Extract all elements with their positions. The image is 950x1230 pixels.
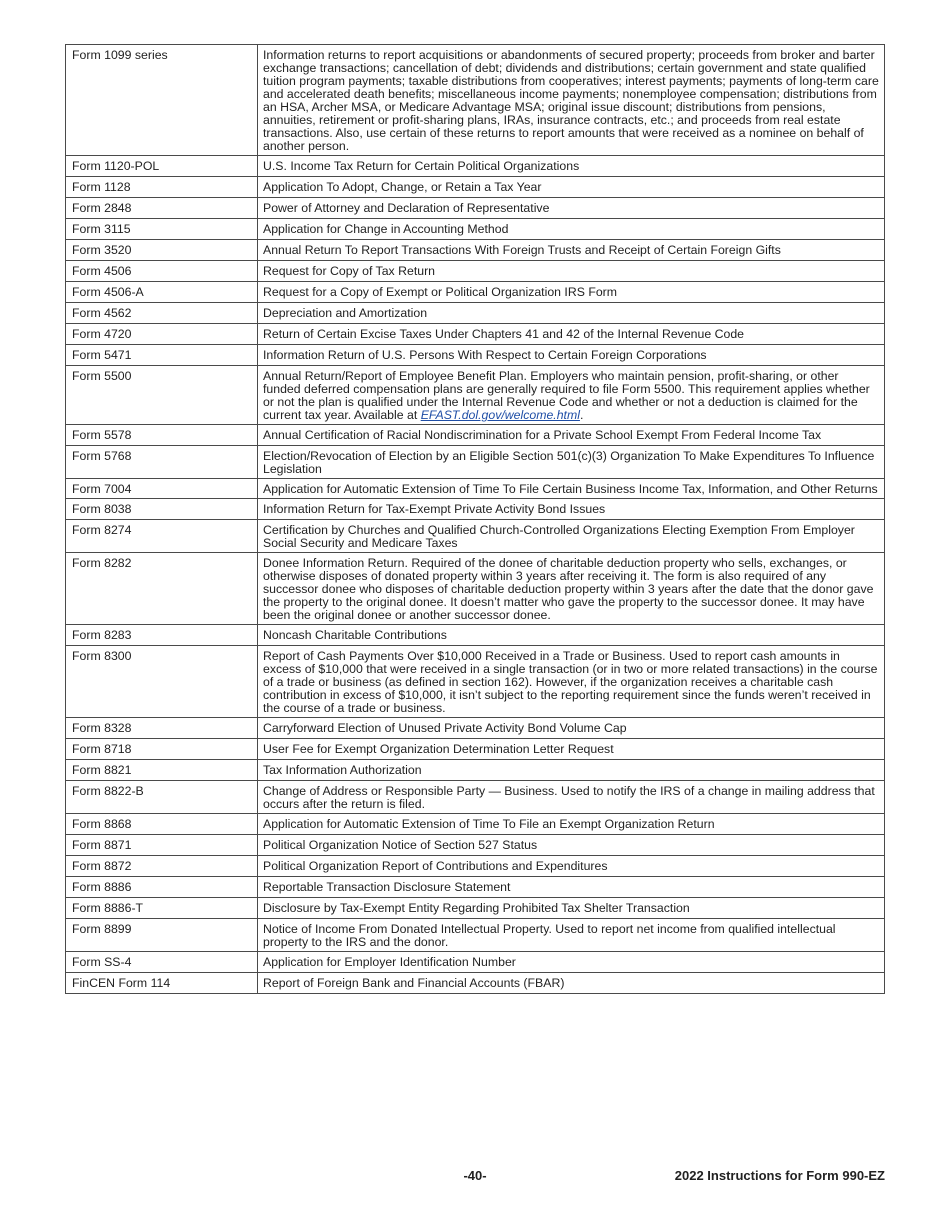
form-description-text: Certification by Churches and Qualified Church-Controlled Organizations Electing Exemption From Employer Social Security and Medicare Taxes xyxy=(263,523,855,550)
form-description-text: Application for Automatic Extension of Time To File an Exempt Organization Return xyxy=(263,817,715,831)
table-row xyxy=(66,303,885,324)
form-description-text: Annual Return/Report of Employee Benefit Plan. Employers who maintain pension, profit-sharing, or other funded deferred compensation plans are generally required to file Form 5500. This requirement applies whether or not the plan is qualified under the Internal Revenue Code and whether or not a deduction is claimed for the current tax year. Available at xyxy=(263,369,870,422)
form-name-cell: Form 8871 xyxy=(66,835,258,856)
form-description-cell xyxy=(258,366,885,425)
table-row xyxy=(66,198,885,219)
form-description-cell xyxy=(258,856,885,877)
form-name-cell: Form 1128 xyxy=(66,177,258,198)
form-description-text: Application for Change in Accounting Method xyxy=(263,222,509,236)
form-name-cell: Form 4562 xyxy=(66,303,258,324)
form-description-text: Notice of Income From Donated Intellectual Property. Used to report net income from qualified intellectual property to the IRS and the donor. xyxy=(263,922,836,949)
form-name-cell: Form 8886 xyxy=(66,877,258,898)
form-description-text: Application for Employer Identification Number xyxy=(263,955,516,969)
form-description-cell xyxy=(258,156,885,177)
form-description-text: Report of Foreign Bank and Financial Accounts (FBAR) xyxy=(263,976,565,990)
form-description-cell xyxy=(258,760,885,781)
form-description-cell xyxy=(258,177,885,198)
form-description-text: Carryforward Election of Unused Private Activity Bond Volume Cap xyxy=(263,721,627,735)
form-name-cell: Form 5578 xyxy=(66,425,258,446)
form-description-cell xyxy=(258,479,885,499)
form-description-cell xyxy=(258,898,885,919)
document-title: 2022 Instructions for Form 990-EZ xyxy=(674,1168,885,1183)
form-description-cell xyxy=(258,835,885,856)
form-name-cell: Form 3520 xyxy=(66,240,258,261)
form-description-cell xyxy=(258,345,885,366)
form-description-text: Information Return for Tax-Exempt Private Activity Bond Issues xyxy=(263,502,606,516)
form-description-cell xyxy=(258,219,885,240)
form-name-cell: Form 5471 xyxy=(66,345,258,366)
form-description-text: Application To Adopt, Change, or Retain a Tax Year xyxy=(263,180,542,194)
form-description-cell xyxy=(258,240,885,261)
table-row xyxy=(66,952,885,973)
form-description-cell xyxy=(258,425,885,446)
table-row xyxy=(66,282,885,303)
form-name-cell: Form 8328 xyxy=(66,718,258,739)
table-row xyxy=(66,898,885,919)
forms-table xyxy=(65,44,885,994)
table-row xyxy=(66,240,885,261)
form-description-cell xyxy=(258,625,885,646)
form-name-cell: FinCEN Form 114 xyxy=(66,973,258,994)
form-description-text: Election/Revocation of Election by an Eligible Section 501(c)(3) Organization To Make Expenditures To Influence Legislation xyxy=(263,449,875,476)
form-description-cell xyxy=(258,739,885,760)
form-description-text: Annual Return To Report Transactions With Foreign Trusts and Receipt of Certain Foreign Gifts xyxy=(263,243,781,257)
form-description-cell xyxy=(258,877,885,898)
form-description-text: Request for a Copy of Exempt or Political Organization IRS Form xyxy=(263,285,618,299)
table-row xyxy=(66,324,885,345)
form-description-text: Donee Information Return. Required of the donee of charitable deduction property who sells, exchanges, or otherwise disposes of donated property within 3 years after receiving it. The form is also required of any successor donee who disposes of charitable deduction property within 3 years after the date that the donor gave the property to the original donee. It doesn’t matter who gave the property to the successor donee. It may have been the original donee or another successor donee. xyxy=(263,556,874,622)
form-description-cell xyxy=(258,261,885,282)
table-row xyxy=(66,425,885,446)
form-description-text: Power of Attorney and Declaration of Representative xyxy=(263,201,550,215)
form-description-cell xyxy=(258,324,885,345)
form-name-cell: Form 7004 xyxy=(66,479,258,499)
table-row xyxy=(66,499,885,520)
table-row xyxy=(66,814,885,835)
form-description-text: Disclosure by Tax-Exempt Entity Regarding Prohibited Tax Shelter Transaction xyxy=(263,901,690,915)
table-row xyxy=(66,177,885,198)
form-name-cell: Form 8038 xyxy=(66,499,258,520)
form-description-text: Tax Information Authorization xyxy=(263,763,422,777)
form-name-cell: Form SS-4 xyxy=(66,952,258,973)
table-row xyxy=(66,760,885,781)
form-name-cell: Form 8868 xyxy=(66,814,258,835)
form-description-cell xyxy=(258,198,885,219)
form-description-text: Depreciation and Amortization xyxy=(263,306,428,320)
table-row xyxy=(66,156,885,177)
form-name-cell: Form 3115 xyxy=(66,219,258,240)
form-description-cell xyxy=(258,446,885,479)
form-description-text: Report of Cash Payments Over $10,000 Received in a Trade or Business. Used to report cash amounts in excess of $10,000 that were received in a single transaction (or in two or more related transactions) in the course of a trade or business (as defined in section 162). However, if the organization receives a charitable cash contribution in excess of $10,000, it isn’t subject to the reporting requirement since the funds weren’t received in the course of a trade or business. xyxy=(263,649,878,715)
form-description-text: Change of Address or Responsible Party — Business. Used to notify the IRS of a change in mailing address that occurs after the return is filed. xyxy=(263,784,875,811)
form-name-cell: Form 8822-B xyxy=(66,781,258,814)
form-name-cell: Form 8718 xyxy=(66,739,258,760)
efast-link[interactable]: EFAST.dol.gov/welcome.html xyxy=(420,408,580,422)
form-name-cell: Form 8283 xyxy=(66,625,258,646)
form-name-cell: Form 1099 series xyxy=(66,45,258,156)
table-row xyxy=(66,261,885,282)
form-description-text: Political Organization Report of Contributions and Expenditures xyxy=(263,859,608,873)
form-name-cell: Form 8886-T xyxy=(66,898,258,919)
table-row xyxy=(66,781,885,814)
table-row xyxy=(66,479,885,499)
form-description-text: Political Organization Notice of Section 527 Status xyxy=(263,838,538,852)
form-name-cell: Form 8300 xyxy=(66,646,258,718)
form-description-text: Request for Copy of Tax Return xyxy=(263,264,436,278)
form-description-cell xyxy=(258,499,885,520)
forms-table-body xyxy=(66,45,885,994)
form-description-cell xyxy=(258,282,885,303)
form-description-text: Reportable Transaction Disclosure Statement xyxy=(263,880,511,894)
form-name-cell: Form 5768 xyxy=(66,446,258,479)
trailing-punctuation: . xyxy=(579,408,584,422)
table-row xyxy=(66,345,885,366)
table-row xyxy=(66,45,885,156)
form-description-text: Return of Certain Excise Taxes Under Chapters 41 and 42 of the Internal Revenue Code xyxy=(263,327,745,341)
table-row xyxy=(66,856,885,877)
form-description-text: Noncash Charitable Contributions xyxy=(263,628,447,642)
form-description-text: Information returns to report acquisitions or abandonments of secured property; proceeds from broker and barter exchange transactions; cancellation of debt; dividends and distributions; certain government and state qualified tuition program payments; taxable distributions from cooperatives; interest payments; payments of long-term care and accelerated death benefits; miscellaneous income payments; nonemployee compensation; distributions from an HSA, Archer MSA, or Medicare Advantage MSA; original issue discount; distributions from pensions, annuities, retirement or profit-sharing plans, IRAs, insurance contracts, etc.; and proceeds from real estate transactions. Also, use certain of these returns to report amounts that were received as a nominee on behalf of another person. xyxy=(263,48,879,153)
table-row xyxy=(66,520,885,553)
form-name-cell: Form 8282 xyxy=(66,553,258,625)
table-row xyxy=(66,919,885,952)
table-row xyxy=(66,877,885,898)
table-row xyxy=(66,973,885,994)
form-name-cell: Form 4506-A xyxy=(66,282,258,303)
form-name-cell: Form 8274 xyxy=(66,520,258,553)
form-description-cell xyxy=(258,781,885,814)
form-description-cell xyxy=(258,646,885,718)
form-description-text: Application for Automatic Extension of Time To File Certain Business Income Tax, Information, and Other Returns xyxy=(263,482,878,496)
form-description-cell xyxy=(258,973,885,994)
table-row xyxy=(66,366,885,425)
form-name-cell: Form 1120-POL xyxy=(66,156,258,177)
form-description-cell xyxy=(258,718,885,739)
form-description-text: U.S. Income Tax Return for Certain Political Organizations xyxy=(263,159,580,173)
form-name-cell: Form 2848 xyxy=(66,198,258,219)
table-row xyxy=(66,625,885,646)
form-name-cell: Form 4720 xyxy=(66,324,258,345)
form-description-cell xyxy=(258,553,885,625)
form-description-cell xyxy=(258,919,885,952)
table-row xyxy=(66,646,885,718)
table-row xyxy=(66,718,885,739)
form-name-cell: Form 4506 xyxy=(66,261,258,282)
form-description-cell xyxy=(258,952,885,973)
form-description-cell xyxy=(258,303,885,324)
form-description-text: Annual Certification of Racial Nondiscrimination for a Private School Exempt From Federal Income Tax xyxy=(263,428,822,442)
table-row xyxy=(66,219,885,240)
form-name-cell: Form 8899 xyxy=(66,919,258,952)
form-name-cell: Form 8821 xyxy=(66,760,258,781)
form-description-text: User Fee for Exempt Organization Determination Letter Request xyxy=(263,742,614,756)
form-description-cell xyxy=(258,520,885,553)
form-description-cell xyxy=(258,814,885,835)
table-row xyxy=(66,446,885,479)
table-row xyxy=(66,553,885,625)
form-description-text: Information Return of U.S. Persons With Respect to Certain Foreign Corporations xyxy=(263,348,707,362)
form-description-cell xyxy=(258,45,885,156)
form-name-cell: Form 5500 xyxy=(66,366,258,425)
table-row xyxy=(66,835,885,856)
table-row xyxy=(66,739,885,760)
form-name-cell: Form 8872 xyxy=(66,856,258,877)
page-number: -40- xyxy=(463,1168,487,1183)
